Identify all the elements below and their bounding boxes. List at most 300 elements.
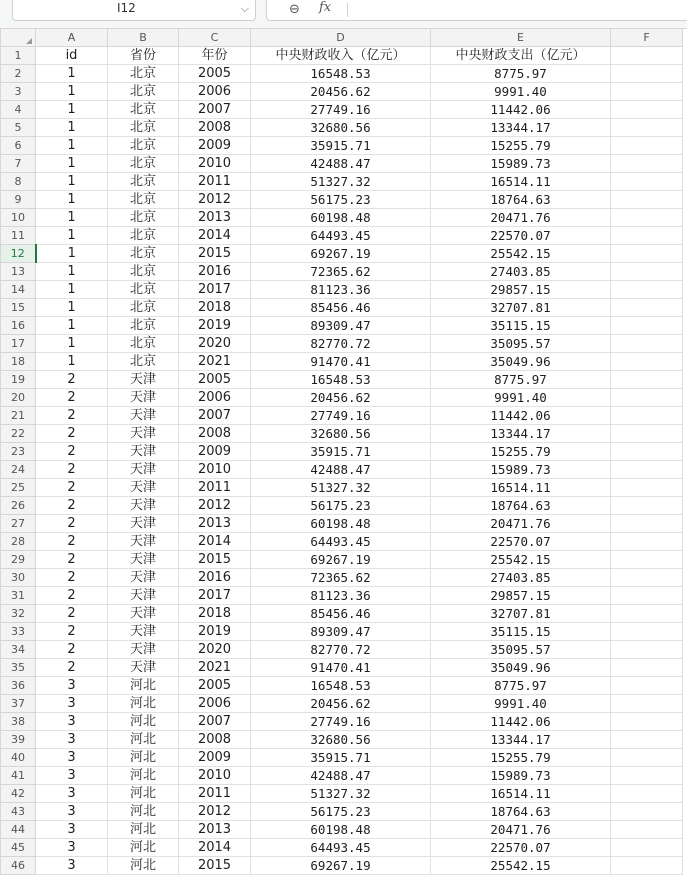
cell-year[interactable]: 2012 [179,497,251,515]
cell-expenditure[interactable]: 15989.73 [431,461,611,479]
cell-id[interactable]: 3 [36,713,108,731]
cell-revenue[interactable]: 85456.46 [251,299,431,317]
cell-revenue[interactable]: 51327.32 [251,173,431,191]
cell-revenue[interactable]: 56175.23 [251,497,431,515]
cell-year[interactable]: 2006 [179,83,251,101]
cell-expenditure[interactable]: 15255.79 [431,443,611,461]
cell-empty[interactable] [611,551,683,569]
select-all-corner[interactable] [1,29,36,47]
cell-id[interactable]: 1 [36,65,108,83]
name-box[interactable] [12,0,256,21]
cell-province[interactable]: 天津 [108,407,179,425]
cell-year[interactable]: 2005 [179,371,251,389]
cell-id[interactable]: 1 [36,263,108,281]
row-header[interactable]: 29 [1,551,36,569]
cell-id[interactable]: 1 [36,227,108,245]
row-header[interactable]: 18 [1,353,36,371]
cell-year[interactable]: 2010 [179,767,251,785]
cell-header-revenue[interactable]: 中央财政收入（亿元） [251,47,431,65]
cell-province[interactable]: 北京 [108,209,179,227]
cell-expenditure[interactable]: 35049.96 [431,659,611,677]
formula-input[interactable] [266,0,687,21]
cell-year[interactable]: 2005 [179,677,251,695]
row-header[interactable]: 43 [1,803,36,821]
cell-id[interactable]: 1 [36,335,108,353]
cell-year[interactable]: 2006 [179,389,251,407]
cell-province[interactable]: 北京 [108,353,179,371]
cell-expenditure[interactable]: 16514.11 [431,479,611,497]
cell-header-year[interactable]: 年份 [179,47,251,65]
cell-expenditure[interactable]: 35115.15 [431,623,611,641]
row-header[interactable]: 36 [1,677,36,695]
cell-empty[interactable] [611,137,683,155]
row-header[interactable]: 30 [1,569,36,587]
cell-province[interactable]: 天津 [108,461,179,479]
cell-expenditure[interactable]: 15255.79 [431,137,611,155]
cell-expenditure[interactable]: 32707.81 [431,299,611,317]
cell-province[interactable]: 河北 [108,839,179,857]
row-header[interactable]: 26 [1,497,36,515]
cell-empty[interactable] [611,443,683,461]
cell-id[interactable]: 3 [36,821,108,839]
cell-revenue[interactable]: 35915.71 [251,137,431,155]
cell-empty[interactable] [611,389,683,407]
row-header[interactable]: 33 [1,623,36,641]
cell-empty[interactable] [611,119,683,137]
cell-revenue[interactable]: 16548.53 [251,65,431,83]
cell-expenditure[interactable]: 35095.57 [431,335,611,353]
column-header-b[interactable]: B [108,29,179,47]
cell-revenue[interactable]: 27749.16 [251,713,431,731]
cell-empty[interactable] [611,371,683,389]
cell-year[interactable]: 2019 [179,623,251,641]
cell-province[interactable]: 天津 [108,551,179,569]
cell-year[interactable]: 2021 [179,659,251,677]
cell-revenue[interactable]: 20456.62 [251,83,431,101]
cell-empty[interactable] [611,317,683,335]
cell-province[interactable]: 河北 [108,677,179,695]
cell-empty[interactable] [611,731,683,749]
cell-revenue[interactable]: 89309.47 [251,317,431,335]
row-header[interactable]: 31 [1,587,36,605]
cell-empty[interactable] [611,155,683,173]
cell-id[interactable]: 1 [36,317,108,335]
cell-empty[interactable] [611,533,683,551]
cell-expenditure[interactable]: 22570.07 [431,533,611,551]
cell-revenue[interactable]: 42488.47 [251,155,431,173]
row-header[interactable]: 14 [1,281,36,299]
column-header-e[interactable]: E [431,29,611,47]
cell-empty[interactable] [611,623,683,641]
cell-year[interactable]: 2011 [179,785,251,803]
cell-year[interactable]: 2010 [179,155,251,173]
cell-expenditure[interactable]: 20471.76 [431,209,611,227]
cell-expenditure[interactable]: 20471.76 [431,821,611,839]
cell-year[interactable]: 2007 [179,407,251,425]
row-header[interactable]: 9 [1,191,36,209]
cell-province[interactable]: 天津 [108,659,179,677]
cell-revenue[interactable]: 64493.45 [251,227,431,245]
cell-expenditure[interactable]: 11442.06 [431,713,611,731]
cell-expenditure[interactable]: 15255.79 [431,749,611,767]
cell-empty[interactable] [611,497,683,515]
cell-empty[interactable] [611,839,683,857]
cell-expenditure[interactable]: 9991.40 [431,389,611,407]
cell-province[interactable]: 天津 [108,623,179,641]
row-header[interactable]: 15 [1,299,36,317]
column-header-d[interactable]: D [251,29,431,47]
cell-province[interactable]: 河北 [108,857,179,875]
cell-province[interactable]: 天津 [108,389,179,407]
cell-expenditure[interactable]: 16514.11 [431,785,611,803]
cell-province[interactable]: 北京 [108,263,179,281]
cell-province[interactable]: 北京 [108,227,179,245]
cell-empty[interactable] [611,425,683,443]
cell-empty[interactable] [611,677,683,695]
row-header[interactable]: 19 [1,371,36,389]
cell-expenditure[interactable]: 11442.06 [431,407,611,425]
cell-year[interactable]: 2008 [179,731,251,749]
cell-expenditure[interactable]: 25542.15 [431,857,611,875]
cell-province[interactable]: 北京 [108,245,179,263]
cell-id[interactable]: 2 [36,551,108,569]
cell-expenditure[interactable]: 22570.07 [431,227,611,245]
cell-empty[interactable] [611,605,683,623]
cell-empty[interactable] [611,299,683,317]
cell-revenue[interactable]: 60198.48 [251,821,431,839]
cell-id[interactable]: 3 [36,677,108,695]
cell-empty[interactable] [611,281,683,299]
cell-year[interactable]: 2012 [179,803,251,821]
cell-id[interactable]: 2 [36,533,108,551]
row-header[interactable]: 22 [1,425,36,443]
cell-expenditure[interactable]: 9991.40 [431,83,611,101]
row-header[interactable]: 45 [1,839,36,857]
cell-expenditure[interactable]: 16514.11 [431,173,611,191]
cell-year[interactable]: 2006 [179,695,251,713]
cell-empty[interactable] [611,353,683,371]
cell-expenditure[interactable]: 32707.81 [431,605,611,623]
row-header[interactable]: 37 [1,695,36,713]
cell-year[interactable]: 2018 [179,299,251,317]
cell-year[interactable]: 2020 [179,641,251,659]
cell-id[interactable]: 2 [36,641,108,659]
cell-province[interactable]: 北京 [108,155,179,173]
cell-empty[interactable] [611,569,683,587]
cell-province[interactable]: 北京 [108,137,179,155]
cell-province[interactable]: 北京 [108,335,179,353]
cell-year[interactable]: 2013 [179,821,251,839]
cell-province[interactable]: 天津 [108,587,179,605]
function-icon[interactable]: fx [319,0,332,15]
cell-year[interactable]: 2011 [179,479,251,497]
cell-province[interactable]: 天津 [108,533,179,551]
cell-year[interactable]: 2009 [179,443,251,461]
cell-revenue[interactable]: 91470.41 [251,353,431,371]
cell-id[interactable]: 1 [36,101,108,119]
cell-revenue[interactable]: 91470.41 [251,659,431,677]
row-header[interactable]: 11 [1,227,36,245]
cell-id[interactable]: 2 [36,587,108,605]
row-header[interactable]: 17 [1,335,36,353]
cell-revenue[interactable]: 27749.16 [251,407,431,425]
cell-revenue[interactable]: 72365.62 [251,263,431,281]
cell-id[interactable]: 3 [36,695,108,713]
cell-revenue[interactable]: 27749.16 [251,101,431,119]
cell-province[interactable]: 天津 [108,371,179,389]
cell-province[interactable]: 北京 [108,191,179,209]
cell-id[interactable]: 1 [36,173,108,191]
cell-revenue[interactable]: 35915.71 [251,749,431,767]
cell-empty[interactable] [611,821,683,839]
cell-year[interactable]: 2010 [179,461,251,479]
row-header[interactable]: 41 [1,767,36,785]
cell-year[interactable]: 2014 [179,227,251,245]
cell-empty[interactable] [611,695,683,713]
cell-id[interactable]: 3 [36,839,108,857]
cell-province[interactable]: 天津 [108,641,179,659]
row-header[interactable]: 35 [1,659,36,677]
cell-revenue[interactable]: 32680.56 [251,425,431,443]
cell-province[interactable]: 河北 [108,767,179,785]
cell-revenue[interactable]: 81123.36 [251,587,431,605]
cell-expenditure[interactable]: 25542.15 [431,551,611,569]
cell-empty[interactable] [611,245,683,263]
cell-province[interactable]: 河北 [108,749,179,767]
cell-expenditure[interactable]: 11442.06 [431,101,611,119]
cell-expenditure[interactable]: 9991.40 [431,695,611,713]
cell-year[interactable]: 2017 [179,281,251,299]
cell-revenue[interactable]: 32680.56 [251,119,431,137]
cell-revenue[interactable]: 51327.32 [251,479,431,497]
cell-revenue[interactable]: 81123.36 [251,281,431,299]
cell-province[interactable]: 河北 [108,695,179,713]
cell-empty[interactable] [611,461,683,479]
cell-empty[interactable] [611,785,683,803]
cell-expenditure[interactable]: 18764.63 [431,803,611,821]
cell-revenue[interactable]: 69267.19 [251,551,431,569]
column-header-c[interactable]: C [179,29,251,47]
cell-id[interactable]: 1 [36,281,108,299]
cell-id[interactable]: 2 [36,479,108,497]
cell-expenditure[interactable]: 13344.17 [431,119,611,137]
row-header[interactable]: 13 [1,263,36,281]
cell-expenditure[interactable]: 35095.57 [431,641,611,659]
row-header[interactable]: 40 [1,749,36,767]
cell-year[interactable]: 2020 [179,335,251,353]
cell-header-empty[interactable] [611,47,683,65]
cell-year[interactable]: 2015 [179,245,251,263]
cell-expenditure[interactable]: 8775.97 [431,65,611,83]
column-header-a[interactable]: A [36,29,108,47]
cell-id[interactable]: 2 [36,623,108,641]
cell-province[interactable]: 北京 [108,83,179,101]
row-header[interactable]: 24 [1,461,36,479]
cell-expenditure[interactable]: 18764.63 [431,191,611,209]
cell-id[interactable]: 1 [36,137,108,155]
row-header[interactable]: 44 [1,821,36,839]
cell-header-province[interactable]: 省份 [108,47,179,65]
cell-revenue[interactable]: 64493.45 [251,839,431,857]
row-header[interactable]: 12 [1,245,36,263]
cell-year[interactable]: 2015 [179,551,251,569]
cell-expenditure[interactable]: 15989.73 [431,767,611,785]
cell-expenditure[interactable]: 25542.15 [431,245,611,263]
cell-id[interactable]: 3 [36,857,108,875]
cell-year[interactable]: 2011 [179,173,251,191]
cell-id[interactable]: 3 [36,785,108,803]
cell-id[interactable]: 2 [36,371,108,389]
cell-expenditure[interactable]: 27403.85 [431,263,611,281]
cell-province[interactable]: 北京 [108,173,179,191]
row-header[interactable]: 2 [1,65,36,83]
cell-year[interactable]: 2007 [179,713,251,731]
row-header[interactable]: 32 [1,605,36,623]
cell-empty[interactable] [611,335,683,353]
cell-id[interactable]: 2 [36,425,108,443]
cell-empty[interactable] [611,659,683,677]
cell-province[interactable]: 天津 [108,515,179,533]
cell-expenditure[interactable]: 15989.73 [431,155,611,173]
cell-id[interactable]: 1 [36,191,108,209]
cell-revenue[interactable]: 20456.62 [251,695,431,713]
row-header[interactable]: 28 [1,533,36,551]
cell-empty[interactable] [611,101,683,119]
cell-year[interactable]: 2005 [179,65,251,83]
cell-empty[interactable] [611,803,683,821]
row-header[interactable]: 25 [1,479,36,497]
row-header[interactable]: 5 [1,119,36,137]
cell-year[interactable]: 2009 [179,137,251,155]
cell-revenue[interactable]: 60198.48 [251,209,431,227]
cell-province[interactable]: 天津 [108,443,179,461]
row-header[interactable]: 7 [1,155,36,173]
cell-revenue[interactable]: 35915.71 [251,443,431,461]
cell-year[interactable]: 2018 [179,605,251,623]
cell-province[interactable]: 河北 [108,821,179,839]
cell-expenditure[interactable]: 35049.96 [431,353,611,371]
cell-year[interactable]: 2014 [179,533,251,551]
cell-province[interactable]: 天津 [108,605,179,623]
cell-expenditure[interactable]: 27403.85 [431,569,611,587]
row-header[interactable]: 23 [1,443,36,461]
cell-year[interactable]: 2013 [179,515,251,533]
cell-province[interactable]: 北京 [108,281,179,299]
cell-id[interactable]: 2 [36,407,108,425]
cell-province[interactable]: 天津 [108,569,179,587]
cell-id[interactable]: 2 [36,569,108,587]
cell-revenue[interactable]: 51327.32 [251,785,431,803]
cell-year[interactable]: 2019 [179,317,251,335]
cell-province[interactable]: 河北 [108,731,179,749]
row-header[interactable]: 3 [1,83,36,101]
cell-revenue[interactable]: 69267.19 [251,245,431,263]
cell-expenditure[interactable]: 13344.17 [431,425,611,443]
cell-province[interactable]: 北京 [108,299,179,317]
cell-empty[interactable] [611,209,683,227]
cell-province[interactable]: 河北 [108,713,179,731]
row-header[interactable]: 34 [1,641,36,659]
cell-id[interactable]: 3 [36,731,108,749]
cell-id[interactable]: 1 [36,245,108,263]
cell-id[interactable]: 3 [36,767,108,785]
cell-year[interactable]: 2012 [179,191,251,209]
cell-id[interactable]: 2 [36,443,108,461]
cell-revenue[interactable]: 56175.23 [251,803,431,821]
cell-empty[interactable] [611,767,683,785]
cell-year[interactable]: 2017 [179,587,251,605]
cell-expenditure[interactable]: 29857.15 [431,587,611,605]
row-header[interactable]: 4 [1,101,36,119]
cell-province[interactable]: 天津 [108,479,179,497]
cell-expenditure[interactable]: 8775.97 [431,677,611,695]
cell-empty[interactable] [611,479,683,497]
cell-expenditure[interactable]: 22570.07 [431,839,611,857]
column-header-f[interactable]: F [611,29,683,47]
row-header[interactable]: 38 [1,713,36,731]
row-header[interactable]: 16 [1,317,36,335]
cell-province[interactable]: 河北 [108,803,179,821]
cell-revenue[interactable]: 85456.46 [251,605,431,623]
cell-revenue[interactable]: 72365.62 [251,569,431,587]
cell-empty[interactable] [611,641,683,659]
cell-header-id[interactable]: id [36,47,108,65]
cell-empty[interactable] [611,227,683,245]
cell-revenue[interactable]: 16548.53 [251,677,431,695]
cell-expenditure[interactable]: 18764.63 [431,497,611,515]
cell-province[interactable]: 河北 [108,785,179,803]
cell-empty[interactable] [611,65,683,83]
cell-year[interactable]: 2009 [179,749,251,767]
cell-id[interactable]: 2 [36,659,108,677]
zoom-out-icon[interactable]: ⊖ [289,2,300,17]
cell-expenditure[interactable]: 13344.17 [431,731,611,749]
cell-empty[interactable] [611,263,683,281]
cell-year[interactable]: 2021 [179,353,251,371]
cell-year[interactable]: 2008 [179,425,251,443]
cell-year[interactable]: 2016 [179,263,251,281]
cell-province[interactable]: 北京 [108,101,179,119]
cell-expenditure[interactable]: 29857.15 [431,281,611,299]
cell-id[interactable]: 1 [36,209,108,227]
cell-revenue[interactable]: 69267.19 [251,857,431,875]
cell-revenue[interactable]: 64493.45 [251,533,431,551]
cell-revenue[interactable]: 42488.47 [251,461,431,479]
row-header[interactable]: 42 [1,785,36,803]
cell-year[interactable]: 2015 [179,857,251,875]
cell-revenue[interactable]: 60198.48 [251,515,431,533]
cell-revenue[interactable]: 32680.56 [251,731,431,749]
row-header[interactable]: 21 [1,407,36,425]
cell-year[interactable]: 2014 [179,839,251,857]
cell-revenue[interactable]: 16548.53 [251,371,431,389]
cell-province[interactable]: 北京 [108,119,179,137]
row-header[interactable]: 1 [1,47,36,65]
cell-revenue[interactable]: 56175.23 [251,191,431,209]
cell-id[interactable]: 2 [36,605,108,623]
cell-revenue[interactable]: 20456.62 [251,389,431,407]
cell-province[interactable]: 天津 [108,425,179,443]
cell-year[interactable]: 2007 [179,101,251,119]
cell-id[interactable]: 1 [36,299,108,317]
cell-id[interactable]: 1 [36,119,108,137]
row-header[interactable]: 6 [1,137,36,155]
cell-id[interactable]: 2 [36,497,108,515]
cell-province[interactable]: 北京 [108,317,179,335]
cell-empty[interactable] [611,83,683,101]
cell-revenue[interactable]: 82770.72 [251,641,431,659]
cell-id[interactable]: 2 [36,515,108,533]
